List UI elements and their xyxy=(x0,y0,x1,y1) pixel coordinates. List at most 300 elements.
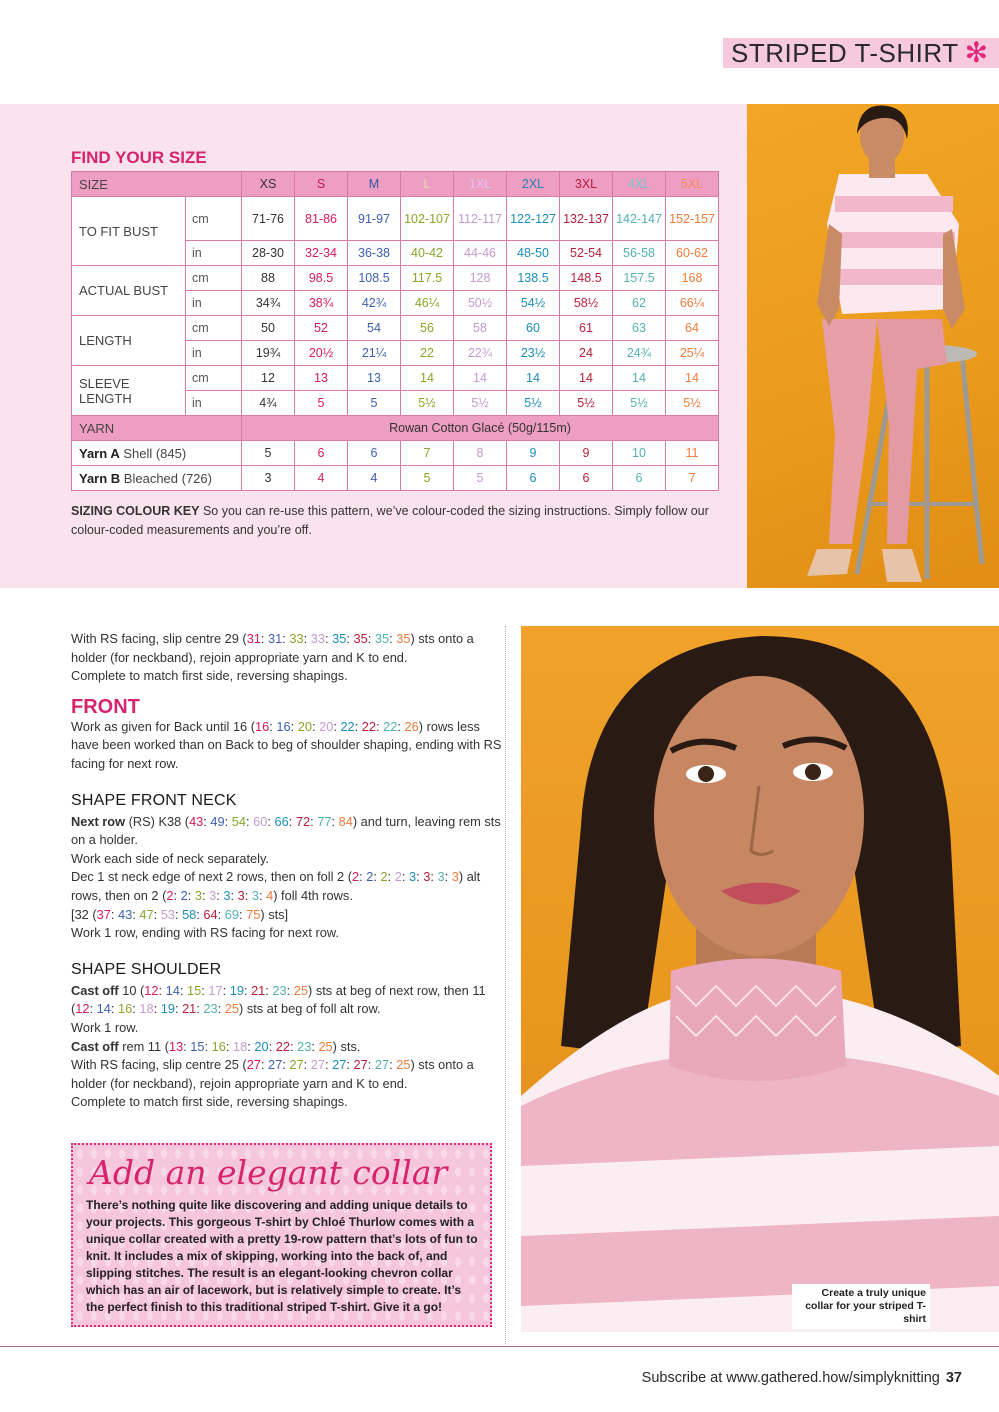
size-value: 11 xyxy=(472,982,486,998)
text-run: Dec 1 st neck edge of next 2 rows, then on foll xyxy=(71,869,338,885)
text-run: ( xyxy=(88,906,97,922)
table-row xyxy=(72,197,719,241)
size-value: 31 xyxy=(246,631,261,646)
size-header: 2XL xyxy=(507,172,560,197)
size-value: 23 xyxy=(297,1038,312,1054)
text-run: : xyxy=(89,1001,97,1017)
text-run: : xyxy=(132,1001,140,1017)
value-cell: 25¼ xyxy=(666,341,719,366)
value-cell: 42¾ xyxy=(348,291,401,316)
text-run: ) alt rows, then on xyxy=(71,869,481,903)
size-value: 16 xyxy=(117,1001,133,1017)
size-table xyxy=(71,171,719,491)
unit-cell: cm xyxy=(186,366,242,391)
value-cell: 4 xyxy=(348,466,401,491)
value-cell: 6 xyxy=(295,441,348,466)
size-value: 3 xyxy=(251,887,259,903)
value-cell: 14 xyxy=(507,366,560,391)
size-value: 43 xyxy=(189,813,204,829)
value-cell: 32-34 xyxy=(295,241,348,266)
value-cell: 58½ xyxy=(560,291,613,316)
subsection-heading: SHAPE FRONT NECK xyxy=(71,791,237,809)
text-run: : xyxy=(416,869,424,885)
text-run: Complete to match first side, reversing shapings. xyxy=(71,1094,348,1110)
size-value: 16 xyxy=(255,718,270,734)
value-cell: 38¾ xyxy=(295,291,348,316)
size-value: 2 xyxy=(394,869,402,885)
measurement-label: SLEEVE LENGTH xyxy=(72,366,186,416)
yarn-amount-row xyxy=(72,441,719,466)
text-run: : xyxy=(310,813,318,829)
model-photo-full xyxy=(747,104,999,588)
size-value: 25 xyxy=(396,1057,411,1073)
text-run: : xyxy=(311,1038,319,1054)
size-value: 25 xyxy=(293,982,309,998)
value-cell: 24¾ xyxy=(613,341,666,366)
value-cell: 168 xyxy=(666,266,719,291)
text-run: ( xyxy=(238,1057,247,1073)
value-cell: 54 xyxy=(348,316,401,341)
footer-rule xyxy=(0,1346,999,1347)
text-run: ( xyxy=(247,718,255,734)
table-header-row xyxy=(72,172,719,197)
text-run: ) sts at beg of foll alt row. xyxy=(239,1001,381,1017)
value-cell: 6 xyxy=(560,466,613,491)
value-cell: 14 xyxy=(560,366,613,391)
size-value: 27 xyxy=(268,1057,283,1073)
text-run: : xyxy=(269,718,277,734)
size-value: 25 xyxy=(224,1001,240,1017)
text-run: (RS) K xyxy=(125,813,167,829)
instruction-paragraph xyxy=(71,667,503,686)
value-cell: 132-137 xyxy=(560,197,613,241)
size-value: 27 xyxy=(353,1057,368,1073)
text-run: : xyxy=(244,887,252,903)
value-cell: 5½ xyxy=(401,391,454,416)
text-run: ) foll 4th rows. xyxy=(273,887,353,903)
subscribe-text: Subscribe at www.gathered.how/simplyknitting xyxy=(641,1370,940,1386)
size-value: 66 xyxy=(274,813,289,829)
value-cell: 13 xyxy=(348,366,401,391)
instruction-paragraph xyxy=(71,1056,503,1093)
yarn-shade: Shell (845) xyxy=(119,445,187,461)
value-cell: 50½ xyxy=(454,291,507,316)
key-title: SIZING COLOUR KEY xyxy=(71,504,200,518)
size-value: 72 xyxy=(295,813,311,829)
value-cell: 13 xyxy=(295,366,348,391)
size-value: 3 xyxy=(209,887,217,903)
value-cell: 5½ xyxy=(613,391,666,416)
flower-icon: ✻ xyxy=(964,37,989,68)
text-run: : xyxy=(288,813,296,829)
yarn-name: Yarn B xyxy=(79,470,121,486)
value-cell: 12 xyxy=(242,366,295,391)
text-run: : xyxy=(325,631,333,646)
value-cell: 63 xyxy=(613,316,666,341)
value-cell: 60-62 xyxy=(666,241,719,266)
value-cell: 14 xyxy=(666,366,719,391)
size-value: 3 xyxy=(194,887,202,903)
value-cell: 61 xyxy=(560,316,613,341)
value-cell: 14 xyxy=(454,366,507,391)
value-cell: 4¾ xyxy=(242,391,295,416)
value-cell: 66¼ xyxy=(666,291,719,316)
value-cell: 128 xyxy=(454,266,507,291)
size-value: 29 xyxy=(224,631,239,646)
value-cell: 50 xyxy=(242,316,295,341)
pattern-instructions xyxy=(71,630,503,1112)
text-run: : xyxy=(289,1038,298,1054)
value-cell: 34¾ xyxy=(242,291,295,316)
size-value: 22 xyxy=(275,1038,290,1054)
text-run: : xyxy=(331,813,339,829)
size-value: 2 xyxy=(180,887,188,903)
measurement-label: ACTUAL BUST xyxy=(72,266,186,316)
size-value: 37 xyxy=(96,906,111,922)
size-value: 35 xyxy=(332,631,347,646)
value-cell: 5 xyxy=(454,466,507,491)
size-value: 38 xyxy=(167,813,182,829)
size-value: 19 xyxy=(160,1001,175,1017)
text-run: : xyxy=(158,982,166,998)
size-value: 15 xyxy=(190,1038,205,1054)
size-value: 16 xyxy=(211,1038,226,1054)
size-value: 16 xyxy=(232,718,248,734)
text-run: : xyxy=(354,718,362,734)
instruction-paragraph xyxy=(71,906,503,925)
value-cell: 98.5 xyxy=(295,266,348,291)
text-run: ( xyxy=(71,1001,76,1017)
yarn-value: Rowan Cotton Glacé (50g/115m) xyxy=(242,416,719,441)
size-value: 3 xyxy=(437,869,445,885)
value-cell: 108.5 xyxy=(348,266,401,291)
size-value: 32 xyxy=(74,906,89,922)
text-run: : xyxy=(201,982,209,998)
value-cell: 5½ xyxy=(560,391,613,416)
size-value: 2 xyxy=(352,869,360,885)
size-value: 14 xyxy=(96,1001,111,1017)
measurement-label: TO FIT BUST xyxy=(72,197,186,266)
text-run: : xyxy=(239,906,247,922)
size-value: 60 xyxy=(253,813,268,829)
size-value: 77 xyxy=(317,813,332,829)
size-value: 22 xyxy=(361,718,377,734)
size-value: 12 xyxy=(75,1001,90,1017)
text-run: : xyxy=(376,718,384,734)
size-value: 18 xyxy=(139,1001,154,1017)
value-cell: 142-147 xyxy=(613,197,666,241)
text-run: Cast off xyxy=(71,982,119,998)
value-cell: 58 xyxy=(454,316,507,341)
size-value: 35 xyxy=(396,631,411,646)
table-row xyxy=(72,316,719,341)
size-value: 23 xyxy=(203,1001,218,1017)
size-value: 49 xyxy=(210,813,225,829)
size-value: 2 xyxy=(166,887,174,903)
text-run: : xyxy=(303,631,311,646)
value-cell: 122-127 xyxy=(507,197,560,241)
value-cell: 6 xyxy=(613,466,666,491)
value-cell: 71-76 xyxy=(242,197,295,241)
text-run: [ xyxy=(71,906,75,922)
size-value: 12 xyxy=(144,982,159,998)
size-value: 53 xyxy=(160,906,175,922)
text-run: : xyxy=(389,631,397,646)
text-run: : xyxy=(290,718,298,734)
text-run: : xyxy=(387,869,395,885)
yarn-name-cell xyxy=(72,441,242,466)
value-cell: 112-117 xyxy=(454,197,507,241)
size-value: 33 xyxy=(310,631,325,646)
size-value: 2 xyxy=(380,869,388,885)
size-value: 58 xyxy=(182,906,197,922)
size-value: 3 xyxy=(451,869,459,885)
text-run: : xyxy=(174,906,183,922)
unit-cell: in xyxy=(186,241,242,266)
text-run: : xyxy=(260,631,269,646)
size-value: 21 xyxy=(182,1001,197,1017)
size-value: 17 xyxy=(208,982,223,998)
size-value: 19 xyxy=(229,982,244,998)
text-run: : xyxy=(389,1057,397,1073)
size-value: 43 xyxy=(117,906,133,922)
yarn-row xyxy=(72,416,719,441)
section-heading: FRONT xyxy=(71,695,140,718)
value-cell: 23½ xyxy=(507,341,560,366)
value-cell: 52-54 xyxy=(560,241,613,266)
size-value: 13 xyxy=(168,1038,184,1054)
yarn-shade: Bleached (726) xyxy=(120,470,212,486)
yarn-name-cell xyxy=(72,466,242,491)
size-value: 4 xyxy=(266,887,274,903)
section-header xyxy=(723,38,999,68)
value-cell: 14 xyxy=(613,366,666,391)
measurement-label: LENGTH xyxy=(72,316,186,366)
instruction-paragraph xyxy=(71,1019,503,1038)
model-closeup-illustration xyxy=(521,626,999,1332)
text-run: : xyxy=(201,887,210,903)
size-value: 20 xyxy=(254,1038,269,1054)
value-cell: 10 xyxy=(613,441,666,466)
value-cell: 22¾ xyxy=(454,341,507,366)
text-run: : xyxy=(217,1001,225,1017)
text-run: : xyxy=(325,1057,333,1073)
size-label: SIZE xyxy=(72,172,242,197)
callout-title: Add an elegant collar xyxy=(89,1153,448,1192)
size-value: 33 xyxy=(289,631,304,646)
size-value: 11 xyxy=(147,1038,162,1054)
value-cell: 5½ xyxy=(507,391,560,416)
text-run: ( xyxy=(161,1038,169,1054)
size-value: 27 xyxy=(374,1057,390,1073)
size-header: XS xyxy=(242,172,295,197)
value-cell: 46¼ xyxy=(401,291,454,316)
text-run: : xyxy=(132,906,140,922)
text-run: With RS facing, slip centre xyxy=(71,631,225,646)
instruction-paragraph xyxy=(71,924,503,943)
value-cell: 20½ xyxy=(295,341,348,366)
text-run: : xyxy=(217,906,225,922)
value-cell: 5 xyxy=(348,391,401,416)
size-value: 15 xyxy=(186,982,202,998)
size-header: 3XL xyxy=(560,172,613,197)
size-value: 27 xyxy=(289,1057,304,1073)
value-cell: 48-50 xyxy=(507,241,560,266)
size-value: 14 xyxy=(165,982,180,998)
value-cell: 56 xyxy=(401,316,454,341)
text-run: ) sts. xyxy=(332,1038,361,1054)
value-cell: 138.5 xyxy=(507,266,560,291)
size-value: 35 xyxy=(374,631,390,646)
text-run: : xyxy=(204,1038,212,1054)
value-cell: 22 xyxy=(401,341,454,366)
text-run: ( xyxy=(181,813,190,829)
text-run: : xyxy=(187,887,195,903)
instruction-paragraph xyxy=(71,813,503,850)
value-cell: 7 xyxy=(401,441,454,466)
value-cell: 21¼ xyxy=(348,341,401,366)
page-number: 37 xyxy=(945,1370,962,1386)
size-value: 26 xyxy=(404,718,419,734)
text-run: : xyxy=(286,982,294,998)
text-run: : xyxy=(444,869,452,885)
instruction-paragraph xyxy=(71,982,503,1019)
size-header: 4XL xyxy=(613,172,666,197)
text-run: : xyxy=(153,906,161,922)
text-run: Complete to match first side, reversing shapings. xyxy=(71,668,348,684)
size-header: 5XL xyxy=(666,172,719,197)
yarn-amount-row xyxy=(72,466,719,491)
text-run: : xyxy=(258,887,267,903)
text-run: Work 1 row, ending with RS facing for next row. xyxy=(71,925,339,941)
text-run: : xyxy=(260,1057,269,1073)
text-run: ( xyxy=(136,982,145,998)
text-run: : xyxy=(225,1038,233,1054)
text-run: : xyxy=(183,1038,191,1054)
size-value: 47 xyxy=(139,906,154,922)
value-cell: 5 xyxy=(401,466,454,491)
text-run: : xyxy=(359,869,367,885)
instruction-paragraph xyxy=(71,850,503,869)
text-run: : xyxy=(346,631,354,646)
size-header: 1XL xyxy=(454,172,507,197)
size-value: 84 xyxy=(338,813,353,829)
unit-cell: cm xyxy=(186,197,242,241)
size-value: 22 xyxy=(340,718,355,734)
text-run: : xyxy=(110,1001,118,1017)
size-value: 64 xyxy=(203,906,218,922)
value-cell: 62 xyxy=(613,291,666,316)
size-value: 75 xyxy=(246,906,261,922)
unit-cell: in xyxy=(186,291,242,316)
text-run: : xyxy=(303,1057,311,1073)
value-cell: 14 xyxy=(401,366,454,391)
text-run: : xyxy=(430,869,438,885)
value-cell: 60 xyxy=(507,316,560,341)
text-run: ( xyxy=(238,631,247,646)
table-row xyxy=(72,266,719,291)
size-heading: FIND YOUR SIZE xyxy=(71,148,207,167)
size-value: 3 xyxy=(423,869,431,885)
size-value: 27 xyxy=(246,1057,261,1073)
value-cell: 5½ xyxy=(666,391,719,416)
size-value: 2 xyxy=(337,869,345,885)
value-cell: 54½ xyxy=(507,291,560,316)
size-value: 2 xyxy=(151,887,159,903)
size-header: M xyxy=(348,172,401,197)
value-cell: 7 xyxy=(666,466,719,491)
value-cell: 5 xyxy=(295,391,348,416)
text-run: : xyxy=(333,718,341,734)
text-run: Work 1 row. xyxy=(71,1019,139,1035)
size-value: 35 xyxy=(353,631,368,646)
unit-cell: cm xyxy=(186,316,242,341)
size-value: 3 xyxy=(223,887,231,903)
text-run: : xyxy=(282,1057,290,1073)
page-title: STRIPED T-SHIRT xyxy=(731,37,959,68)
text-run: With RS facing, slip centre xyxy=(71,1057,225,1073)
text-run: ) sts] xyxy=(260,906,289,922)
text-run: ) sts onto a holder (for neckband), rejoin appropriate yarn and K to end. xyxy=(71,1057,474,1091)
text-run: : xyxy=(196,1001,204,1017)
unit-cell: in xyxy=(186,391,242,416)
text-run: ) sts onto a holder (for neckband), rejoin appropriate yarn and K to end. xyxy=(71,631,474,665)
value-cell: 88 xyxy=(242,266,295,291)
value-cell: 4 xyxy=(295,466,348,491)
photo-caption: Create a truly unique collar for your striped T-shirt xyxy=(792,1284,930,1329)
size-value: 25 xyxy=(224,1057,239,1073)
size-value: 54 xyxy=(231,813,247,829)
value-cell: 64 xyxy=(666,316,719,341)
value-cell: 9 xyxy=(507,441,560,466)
value-cell: 36-38 xyxy=(348,241,401,266)
text-run: : xyxy=(267,813,275,829)
size-value: 21 xyxy=(251,982,266,998)
text-run: ( xyxy=(158,887,167,903)
size-value: 27 xyxy=(332,1057,347,1073)
text-run: : xyxy=(216,887,224,903)
sizing-colour-key xyxy=(71,502,711,540)
value-cell: 152-157 xyxy=(666,197,719,241)
value-cell: 91-97 xyxy=(348,197,401,241)
value-cell: 52 xyxy=(295,316,348,341)
size-value: 2 xyxy=(366,869,374,885)
value-cell: 9 xyxy=(560,441,613,466)
value-cell: 40-42 xyxy=(401,241,454,266)
instruction-paragraph xyxy=(71,630,503,667)
value-cell: 24 xyxy=(560,341,613,366)
value-cell: 28-30 xyxy=(242,241,295,266)
text-run: : xyxy=(282,631,290,646)
text-run: : xyxy=(265,982,273,998)
size-value: 23 xyxy=(272,982,287,998)
value-cell: 148.5 xyxy=(560,266,613,291)
collar-callout-box xyxy=(71,1143,492,1327)
unit-cell: in xyxy=(186,341,242,366)
unit-cell: cm xyxy=(186,266,242,291)
size-value: 20 xyxy=(319,718,334,734)
text-run: : xyxy=(179,982,187,998)
size-header: L xyxy=(401,172,454,197)
text-run: : xyxy=(110,906,118,922)
column-divider xyxy=(505,626,506,1344)
subsection-heading: SHAPE SHOULDER xyxy=(71,960,222,978)
text-run: : xyxy=(153,1001,161,1017)
text-run: : xyxy=(373,869,381,885)
size-value: 27 xyxy=(310,1057,325,1073)
text-run: Work as given for Back until xyxy=(71,718,233,734)
text-run: : xyxy=(203,813,211,829)
